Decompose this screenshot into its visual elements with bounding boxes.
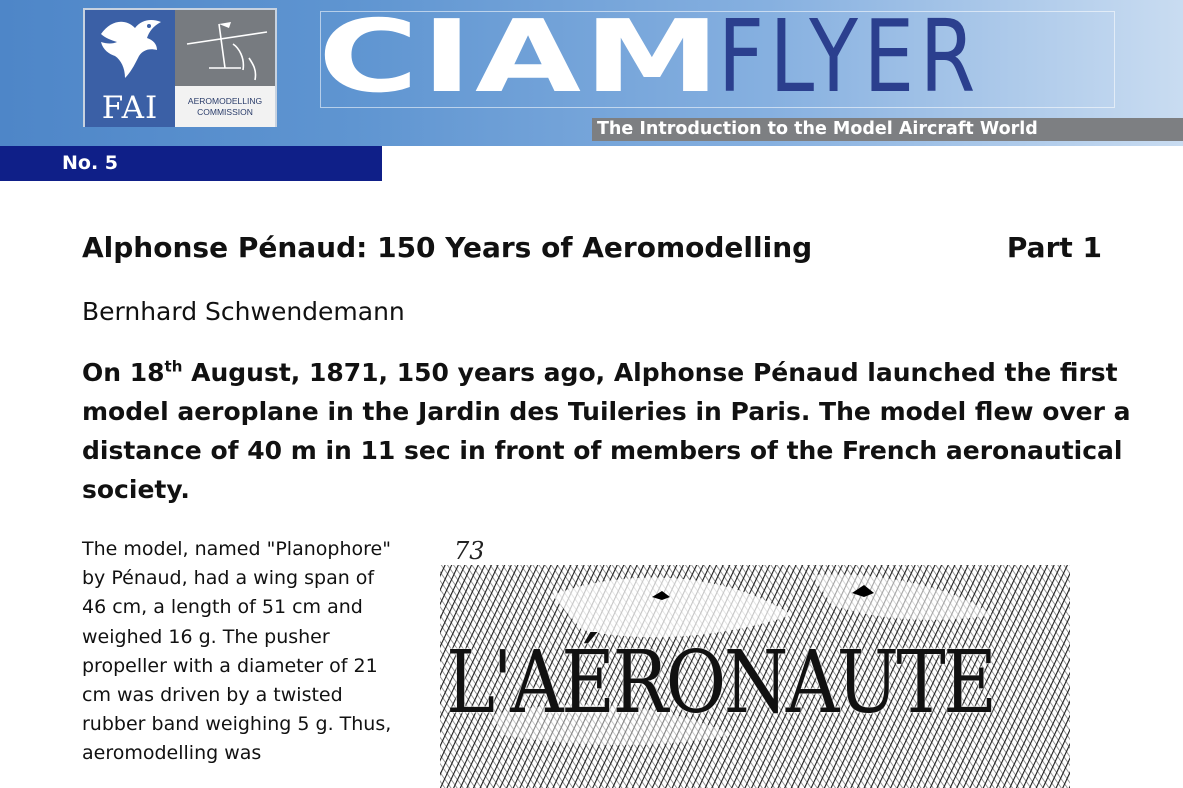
engraving-page-number: 73	[454, 537, 485, 565]
article-lead: On 18th August, 1871, 150 years ago, Alphonse Pénaud launched the first model aeroplane in the Jardin des Tuileries in Paris. The model flew over a distance of 40 m in 11 sec in front of members of the French aeronautical society.	[82, 357, 1131, 504]
article-title: Alphonse Pénaud: 150 Years of Aeromodelling	[82, 231, 813, 264]
eagle-icon	[91, 14, 169, 86]
fai-wordmark: FAI	[101, 90, 159, 126]
issue-number: No. 5	[62, 152, 119, 174]
masthead-banner	[0, 0, 1183, 146]
article-part: Part 1	[1006, 231, 1102, 264]
issue-bar	[0, 146, 382, 181]
article-body: The model, named "Planophore" by Pénaud, had a wing span of 46 cm, a length of 51 cm and weighed 16 g. The pusher propeller with a diameter of 21 cm was driven by a twisted rubber band weighing 5 g. Thus, aeromodelling was	[82, 538, 392, 765]
engraving-title: L'AÉRONAUTE	[446, 633, 995, 733]
masthead-title-ciam: CIAM	[318, 0, 723, 115]
article-author: Bernhard Schwendemann	[82, 297, 405, 326]
aeronaute-engraving	[432, 535, 1078, 788]
article-headline	[82, 226, 1102, 270]
logo-subtitle: AEROMODELLING COMMISSION	[187, 96, 263, 117]
glider-sketch-icon	[179, 14, 271, 84]
fai-logo	[83, 8, 277, 127]
masthead-title-flyer: FLYER	[718, 0, 981, 115]
masthead-tagline: The Introduction to the Model Aircraft World	[592, 118, 1183, 141]
